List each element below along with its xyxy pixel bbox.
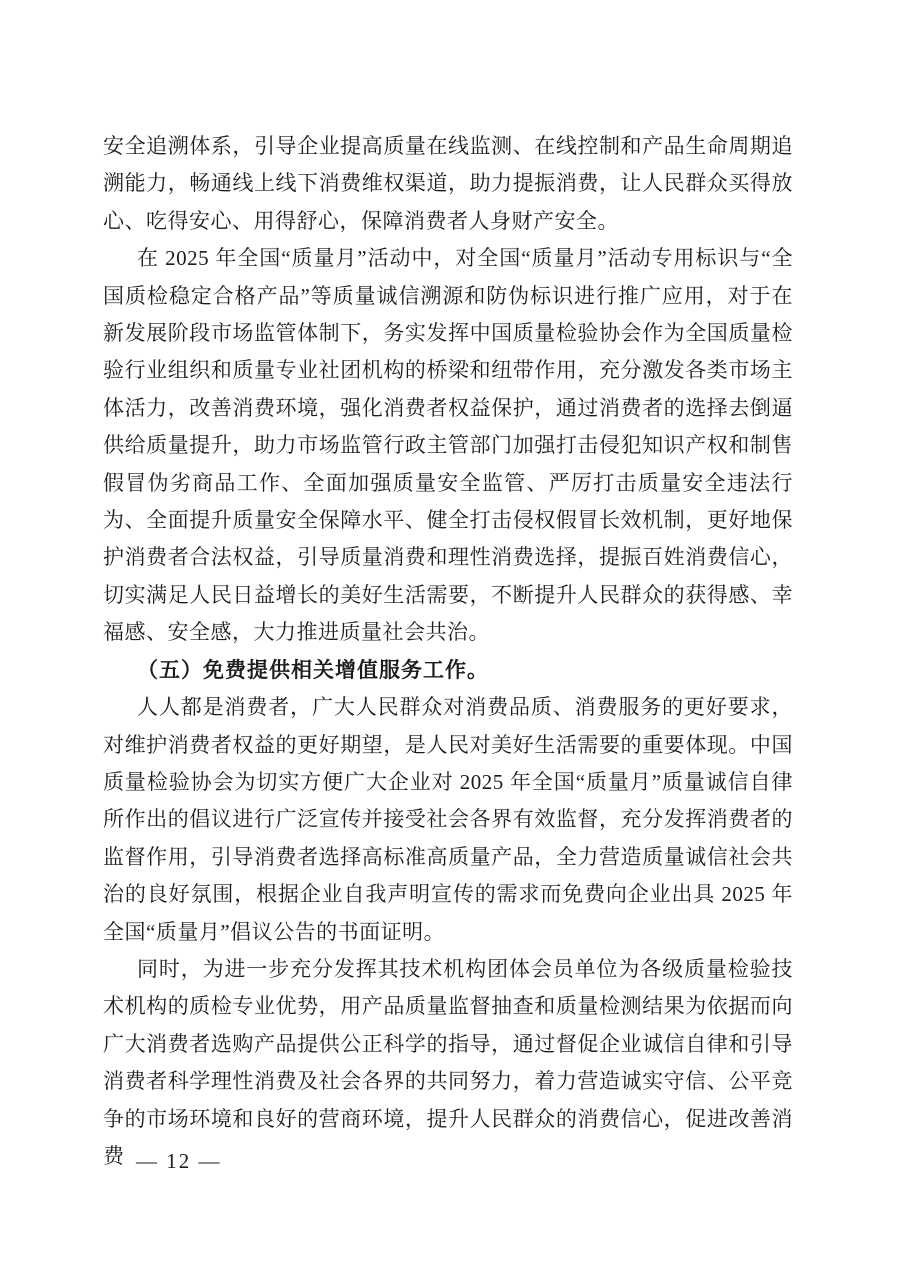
paragraph-technical-institutions: 同时，为进一步充分发挥其技术机构团体会员单位为各级质量检验技术机构的质检专业优势，用产品质量监督抽查和质量检测结果为依据而向广大消费者选购产品提供公正科学的指导，通过督促企业诚信自律和引导消费者科学理性消费及社会各界的共同努力，着力营造诚实守信、公平竞争的市场环境和良好的营商环境，提升人民群众的消费信心，促进改善消费 xyxy=(103,956,793,1168)
page-number: — 12 — xyxy=(136,1149,222,1173)
section-heading-5: （五）免费提供相关增值服务工作。 xyxy=(137,658,489,682)
paragraph-free-value-added-service: 人人都是消费者，广大人民群众对消费品质、消费服务的更好要求，对维护消费者权益的更好期望，是人民对美好生活需要的重要体现。中国质量检验协会为切实方便广大企业对 2025 年全国“质量月”质量诚信自律所作出的倡议进行广泛宣传并接受社会各界有效监督，充分发挥消费者的监督作用，引导消费者选择高标准高质量产品，全力营造质量诚信社会共治的良好氛围，根据企业自我声明宣传的需求而免费向企业出具 2025 年全国“质量月”倡议公告的书面证明。 xyxy=(103,695,793,944)
paragraph-quality-month-activity: 在 2025 年全国“质量月”活动中，对全国“质量月”活动专用标识与“全国质检稳定合格产品”等质量诚信溯源和防伪标识进行推广应用，对于在新发展阶段市场监管体制下，务实发挥中国质量检验协会作为全国质量检验行业组织和质量专业社团机构的桥梁和纽带作用，充分激发各类市场主体活力，改善消费环境，强化消费者权益保护，通过消费者的选择去倒逼供给质量提升，助力市场监管行政主管部门加强打击侵犯知识产权和制售假冒伪劣商品工作、全面加强质量安全监管、严厉打击质量安全违法行为、全面提升质量安全保障水平、健全打击侵权假冒长效机制，更好地保护消费者合法权益，引导质量消费和理性消费选择，提振百姓消费信心，切实满足人民日益增长的美好生活需要，不断提升人民群众的获得感、幸福感、安全感，大力推进质量社会共治。 xyxy=(103,246,793,645)
document-body xyxy=(103,128,793,1175)
paragraph-continuation: 安全追溯体系，引导企业提高质量在线监测、在线控制和产品生命周期追溯能力，畅通线上线下消费维权渠道，助力提振消费，让人民群众买得放心、吃得安心、用得舒心，保障消费者人身财产安全。 xyxy=(103,134,793,233)
